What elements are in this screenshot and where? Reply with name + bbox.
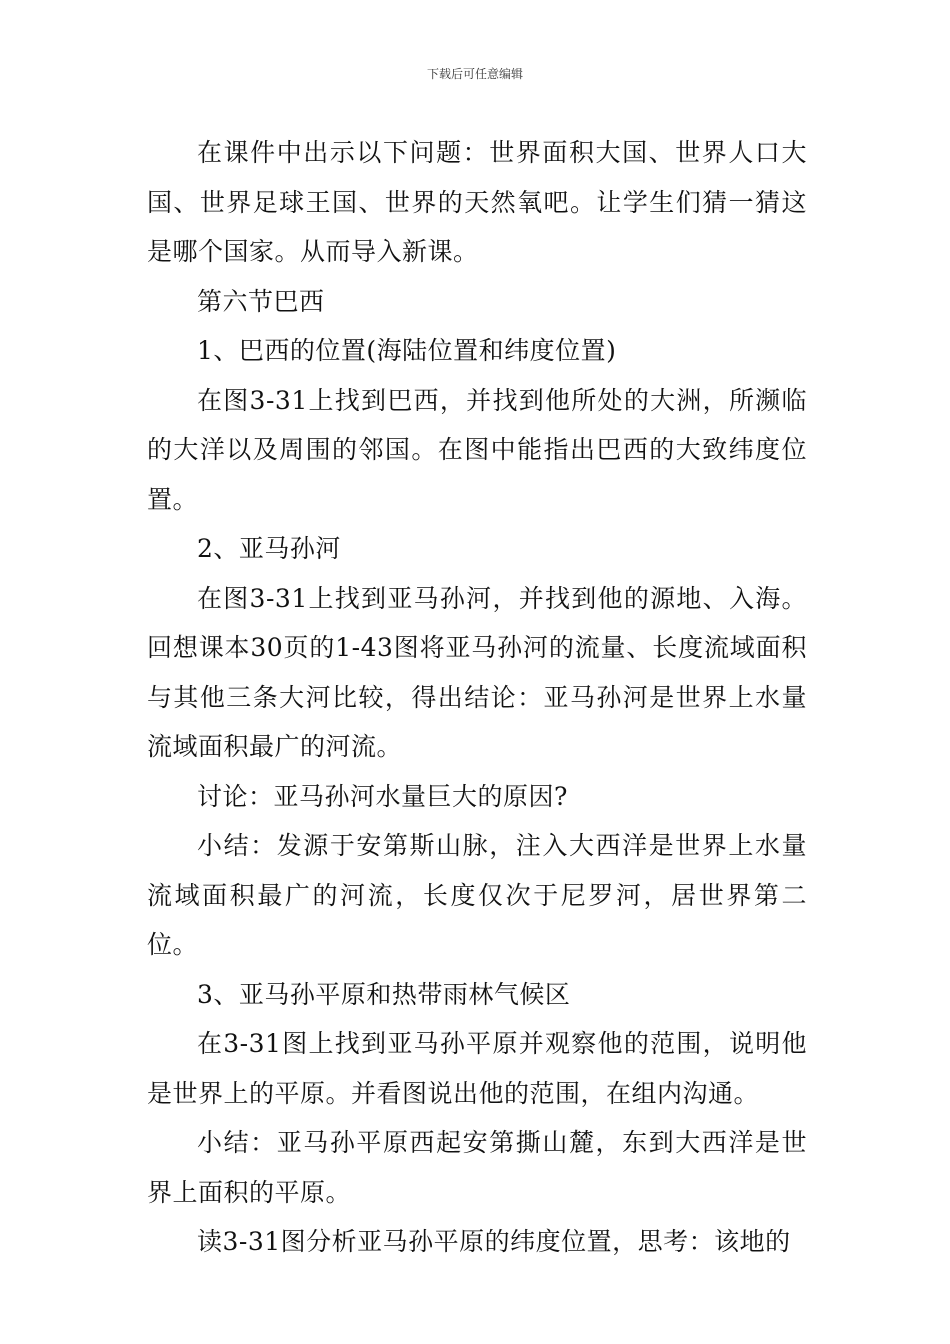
paragraph-plain-task: 在3-31图上找到亚马孙平原并观察他的范围，说明他是世界上的平原。并看图说出他的范围，在组内沟通。 bbox=[147, 1029, 807, 1108]
subheading-brazil-location: 1、巴西的位置(海陆位置和纬度位置) bbox=[197, 336, 617, 365]
page-header: 下载后可任意编辑 bbox=[426, 67, 523, 81]
paragraph-intro: 在课件中出示以下问题：世界面积大国、世界人口大国、世界足球王国、世界的天然氧吧。让学生们猜一猜这是哪个国家。从而导入新课。 bbox=[147, 138, 807, 266]
subheading-amazon-plain: 3、亚马孙平原和热带雨林气候区 bbox=[197, 979, 571, 1009]
paragraph-summary-river: 小结：发源于安第斯山脉，注入大西洋是世界上水量流域面积最广的河流，长度仅次于尼罗河，居世界第二位。 bbox=[147, 831, 807, 959]
paragraph-summary-plain: 小结：亚马孙平原西起安第撕山麓，东到大西洋是世界上面积的平原。 bbox=[147, 1128, 807, 1207]
document-body bbox=[147, 128, 807, 1267]
paragraph-discussion: 讨论：亚马孙河水量巨大的原因? bbox=[197, 781, 568, 811]
paragraph-location-task: 在图3-31上找到巴西，并找到他所处的大洲，所濒临的大洋以及周围的邻国。在图中能指出巴西的大致纬度位置。 bbox=[147, 385, 807, 514]
paragraph-river-task: 在图3-31上找到亚马孙河，并找到他的源地、入海。回想课本30页的1-43图将亚马孙河的流量、长度流域面积与其他三条大河比较，得出结论：亚马孙河是世界上水量流域面积最广的河流。 bbox=[147, 583, 807, 761]
subheading-amazon-river: 2、亚马孙河 bbox=[197, 534, 341, 563]
paragraph-latitude-task: 读3-31图分析亚马孙平原的纬度位置，思考：该地的 bbox=[197, 1227, 791, 1256]
section-title: 第六节巴西 bbox=[197, 286, 325, 316]
